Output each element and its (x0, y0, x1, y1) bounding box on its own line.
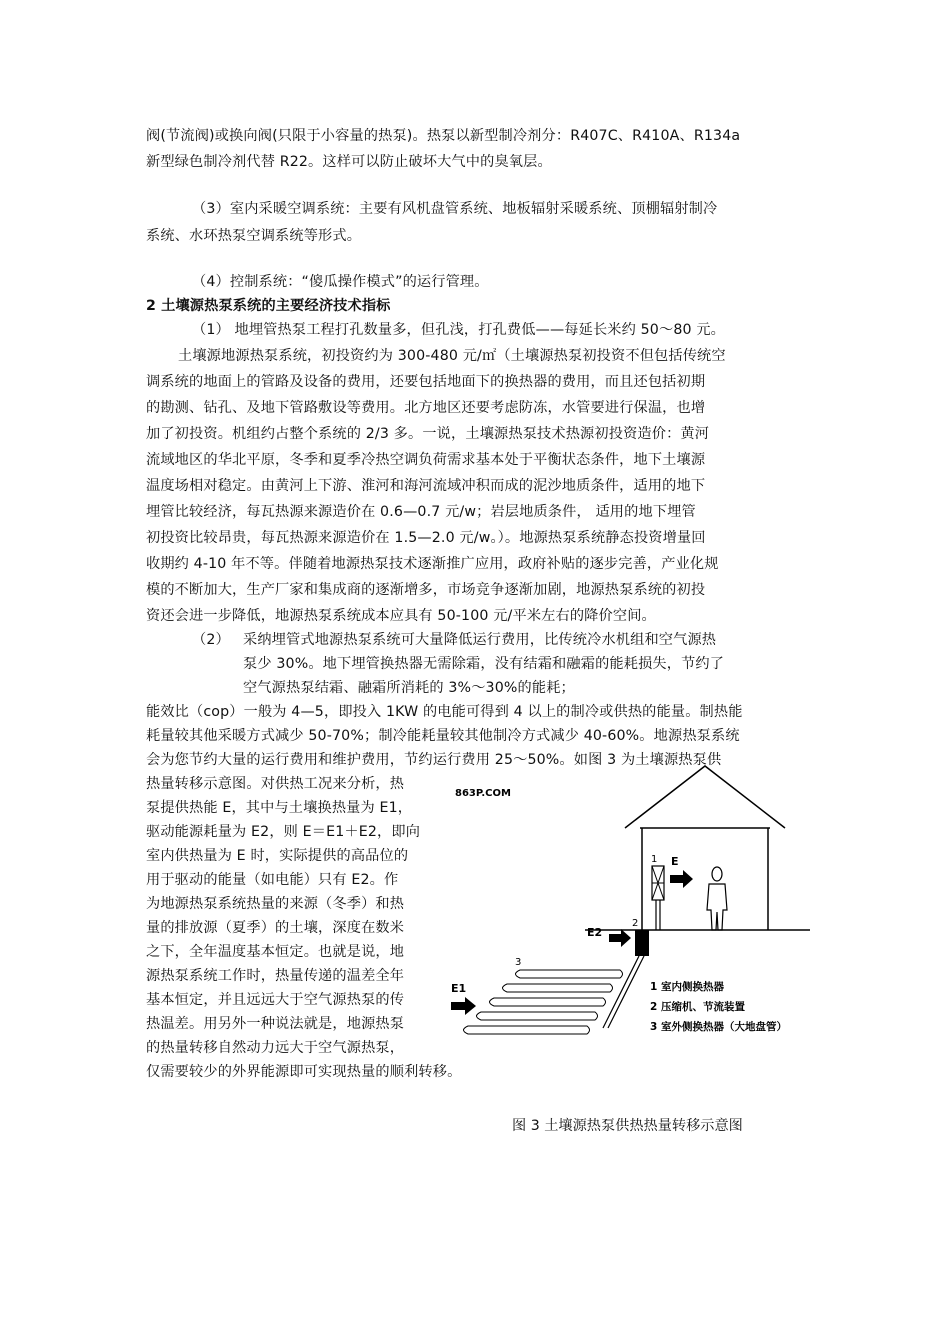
paragraph-line: 流域地区的华北平原，冬季和夏季冷热空调负荷需求基本处于平衡状态条件，地下土壤源 (146, 452, 706, 468)
paragraph-line: 能效比（cop）一般为 4—5，即投入 1KW 的电能可得到 4 以上的制冷或供热的能量。制热能 (146, 704, 743, 720)
paragraph-line: 泵提供热能 E，其中与土壤换热量为 E1， (146, 800, 413, 816)
paragraph-line: 泵少 30%。地下埋管换热器无需除霜，没有结霜和融霜的能耗损失，节约了 (243, 656, 725, 672)
paragraph-line: 热量转移示意图。对供热工况来分析，热 (146, 776, 405, 792)
paragraph-line: 系统、水环热泵空调系统等形式。 (146, 228, 362, 244)
label-3: 3 (515, 957, 522, 968)
arrow-e2 (609, 929, 631, 947)
paragraph-line: （3）室内采暖空调系统：主要有风机盘管系统、地板辐射采暖系统、顶棚辐射制冷 (192, 201, 718, 217)
list-item-marker: （2） (192, 632, 230, 648)
house-roof (625, 766, 785, 828)
paragraph-line: 室内供热量为 E 时，实际提供的高品位的 (146, 848, 409, 864)
paragraph-line: （4）控制系统：“傻瓜操作模式”的运行管理。 (192, 274, 489, 290)
legend-item-2: 2 压缩机、节流装置 (650, 1001, 745, 1013)
paragraph-line: 基本恒定，并且远远大于空气源热泵的传 (146, 992, 405, 1008)
section-heading: 2 土壤源热泵系统的主要经济技术指标 (146, 298, 391, 314)
paragraph-line: 初投资比较昂贵，每瓦热源来源造价在 1.5—2.0 元/w。）。地源热泵系统静态投资增量回 (146, 530, 706, 546)
paragraph-line: 阀(节流阀)或换向阀(只限于小容量的热泵)。热泵以新型制冷剂分：R407C、R410A、R134a (146, 128, 741, 144)
paragraph-line: 的勘测、钻孔、及地下管路敷设等费用。北方地区还要考虑防冻，水管要进行保温，也增 (146, 400, 706, 416)
paragraph-line: 空气源热泵结霜、融霜所消耗的 3%～30%的能耗； (243, 680, 575, 696)
paragraph-line: 驱动能源耗量为 E2，则 E＝E1＋E2，即向 (146, 824, 421, 840)
figure-caption: 图 3 土壤源热泵供热热量转移示意图 (512, 1118, 743, 1134)
watermark-text: 863P.COM (455, 788, 511, 799)
paragraph-line: 资还会进一步降低，地源热泵系统成本应具有 50-100 元/平米左右的降价空间。 (146, 608, 656, 624)
compressor (635, 930, 649, 956)
arrow-e1 (451, 997, 476, 1015)
person-icon (707, 867, 727, 930)
paragraph-line: 会为您节约大量的运行费用和维护费用，节约运行费用 25～50%。如图 3 为土壤源热泵供 (146, 752, 722, 768)
paragraph-line: 埋管比较经济，每瓦热源来源造价在 0.6—0.7 元/w；岩层地质条件， 适用的地下埋管 (146, 504, 696, 520)
paragraph-line: 量的排放源（夏季）的土壤，深度在数米 (146, 920, 405, 936)
paragraph-line: 土壤源地源热泵系统，初投资约为 300-480 元/㎡（土壤源热泵初投资不但包括传统空 (178, 348, 726, 364)
paragraph-line: 的热量转移自然动力远大于空气源热泵， (146, 1040, 405, 1056)
arrow-e1-label: E1 (451, 982, 467, 995)
arrow-e2-label: E2 (587, 926, 603, 939)
ground-loop-coils (464, 970, 623, 1034)
legend-item-3: 3 室外侧换热器（大地盘管） (650, 1021, 787, 1033)
paragraph-line: 采纳埋管式地源热泵系统可大量降低运行费用，比传统冷水机组和空气源热 (243, 632, 717, 648)
paragraph-line: 新型绿色制冷剂代替 R22。这样可以防止破坏大气中的臭氧层。 (146, 154, 552, 170)
paragraph-line: 热温差。用另外一种说法就是，地源热泵 (146, 1016, 405, 1032)
paragraph-line: 收期约 4-10 年不等。伴随着地源热泵技术逐渐推广应用，政府补贴的逐步完善，产业化规 (146, 556, 719, 572)
paragraph-line: 耗量较其他采暖方式减少 50-70%；制冷能耗量较其他制冷方式减少 40-60%。地源热泵系统 (146, 728, 740, 744)
paragraph-line: 之下，全年温度基本恒定。也就是说，地 (146, 944, 405, 960)
paragraph-line: 温度场相对稳定。由黄河上下游、淮河和海河流域冲积而成的泥沙地质条件，适用的地下 (146, 478, 706, 494)
label-1: 1 (651, 854, 658, 865)
paragraph-line: （1） 地埋管热泵工程打孔数量多，但孔浅，打孔费低——每延长米约 50～80 元。 (192, 322, 726, 338)
heat-transfer-diagram (445, 758, 825, 1078)
paragraph-line: 仅需要较少的外界能源即可实现热量的顺利转移。 (146, 1064, 462, 1080)
paragraph-line: 源热泵系统工作时，热量传递的温差全年 (146, 968, 405, 984)
paragraph-line: 为地源热泵系统热量的来源（冬季）和热 (146, 896, 405, 912)
paragraph-line: 用于驱动的能量（如电能）只有 E2。作 (146, 872, 399, 888)
paragraph-line: 调系统的地面上的管路及设备的费用，还要包括地面下的换热器的费用，而且还包括初期 (146, 374, 706, 390)
legend-item-1: 1 室内侧换热器 (650, 981, 724, 993)
paragraph-line: 加了初投资。机组约占整个系统的 2/3 多。一说，土壤源热泵技术热源初投资造价：黄河 (146, 426, 710, 442)
arrow-e (670, 870, 693, 888)
arrow-e-label: E (671, 855, 679, 868)
label-2: 2 (632, 918, 639, 929)
paragraph-line: 模的不断加大，生产厂家和集成商的逐渐增多，市场竞争逐渐加剧，地源热泵系统的初投 (146, 582, 706, 598)
